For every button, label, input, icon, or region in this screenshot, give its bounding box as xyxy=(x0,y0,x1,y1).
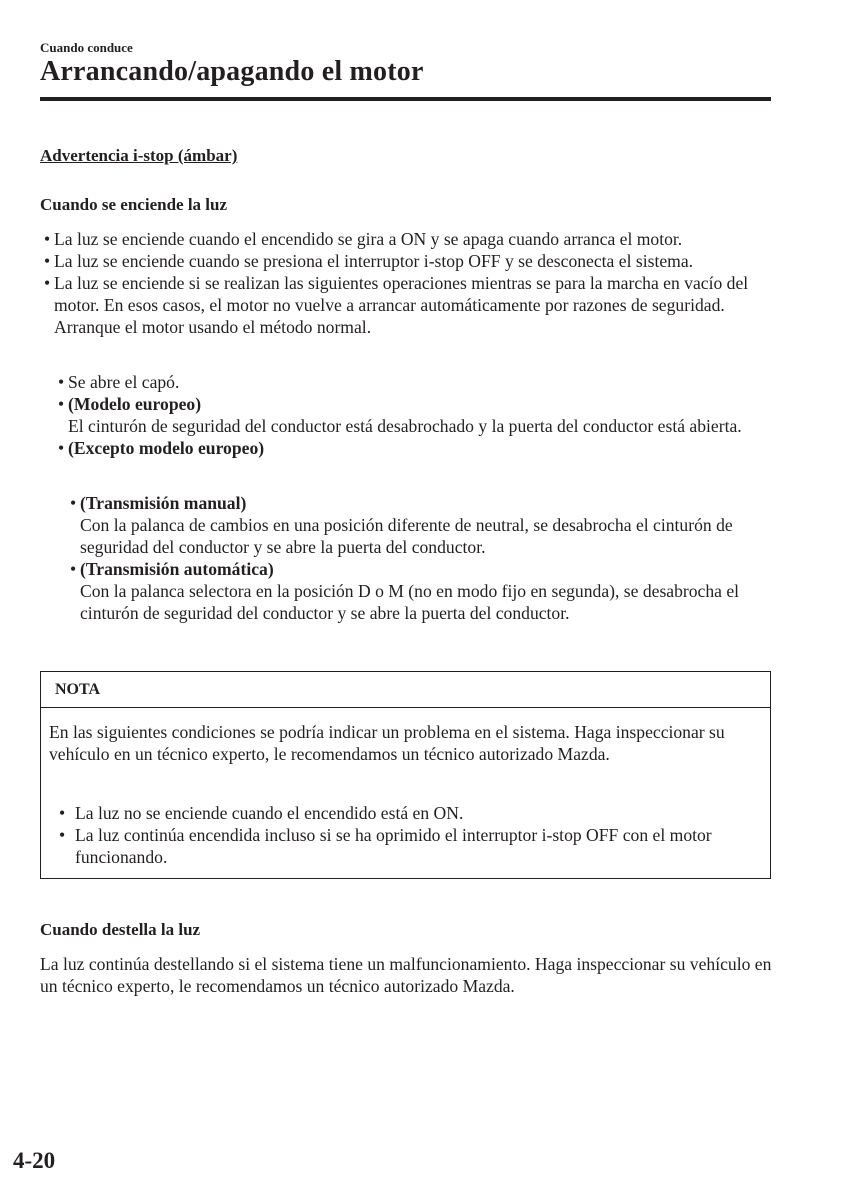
page-title: Arrancando/apagando el motor xyxy=(40,56,424,87)
page-number: 4-20 xyxy=(13,1148,56,1173)
bullet-icon: • xyxy=(70,493,77,513)
flashing-text: La luz continúa destellando si el sistema tiene un malfuncionamiento. Haga inspeccionar su vehículo en un técnico experto, le recomendamos un técnico autorizado Mazda. xyxy=(40,954,772,996)
flashing-heading: Cuando destella la luz xyxy=(40,920,201,939)
bullet-icon: • xyxy=(58,372,65,392)
light-on-list xyxy=(44,228,774,338)
list-item: • La luz se enciende cuando se presiona el interruptor i-stop OFF y se desconecta el sistema. xyxy=(44,251,694,271)
eu-model-label: (Modelo europeo) xyxy=(68,394,202,414)
bullet-icon: • xyxy=(58,394,65,414)
list-item xyxy=(70,558,760,624)
title-rule xyxy=(40,97,771,101)
non-eu-model-label: (Excepto modelo europeo) xyxy=(68,438,265,458)
bullet-icon: • xyxy=(44,251,51,271)
eu-model-text: El cinturón de seguridad del conductor está desabrochado y la puerta del conductor está abierta. xyxy=(68,416,742,436)
automatic-label: (Transmisión automática) xyxy=(80,559,274,579)
note-label: NOTA xyxy=(41,672,770,708)
note-text: En las siguientes condiciones se podría indicar un problema en el sistema. Haga inspeccionar su vehículo en un técnico experto, le recomendamos un técnico autorizado Mazda. xyxy=(49,722,725,764)
list-item: • La luz se enciende si se realizan las siguientes operaciones mientras se para la marcha en vacío del motor. En esos casos, el motor no vuelve a arrancar automáticamente por razones de seguridad. Arranque el motor usando el método normal. xyxy=(44,273,749,337)
manual-text: Con la palanca de cambios en una posición diferente de neutral, se desabrocha el cinturón de seguridad del conductor y se abre la puerta del conductor. xyxy=(80,515,733,557)
manual-label: (Transmisión manual) xyxy=(80,493,247,513)
bullet-icon: • xyxy=(59,825,66,845)
list-item: • La luz continúa encendida incluso si se ha oprimido el interruptor i-stop OFF con el motor funcionando. xyxy=(59,825,712,867)
list-item: • La luz no se enciende cuando el encendido está en ON. xyxy=(59,803,464,823)
light-on-heading: Cuando se enciende la luz xyxy=(40,195,228,214)
bullet-icon: • xyxy=(58,438,65,458)
bullet-icon: • xyxy=(44,273,51,293)
list-item xyxy=(70,492,760,558)
list-item: • La luz se enciende cuando el encendido se gira a ON y se apaga cuando arranca el motor. xyxy=(44,229,683,249)
note-list xyxy=(59,802,759,868)
bullet-icon: • xyxy=(44,229,51,249)
list-item xyxy=(58,393,773,437)
conditions-list xyxy=(58,371,773,459)
warning-heading: Advertencia i-stop (ámbar) xyxy=(40,146,238,165)
transmission-list xyxy=(70,492,760,624)
bullet-icon: • xyxy=(59,803,66,823)
bullet-icon: • xyxy=(70,559,77,579)
section-label: Cuando conduce xyxy=(40,40,133,55)
note-box xyxy=(40,671,771,879)
list-item xyxy=(58,437,773,459)
automatic-text: Con la palanca selectora en la posición D o M (no en modo fijo en segunda), se desabrocha el cinturón de seguridad del conductor y se abre la puerta del conductor. xyxy=(80,581,740,623)
list-item: • Se abre el capó. xyxy=(58,372,180,392)
